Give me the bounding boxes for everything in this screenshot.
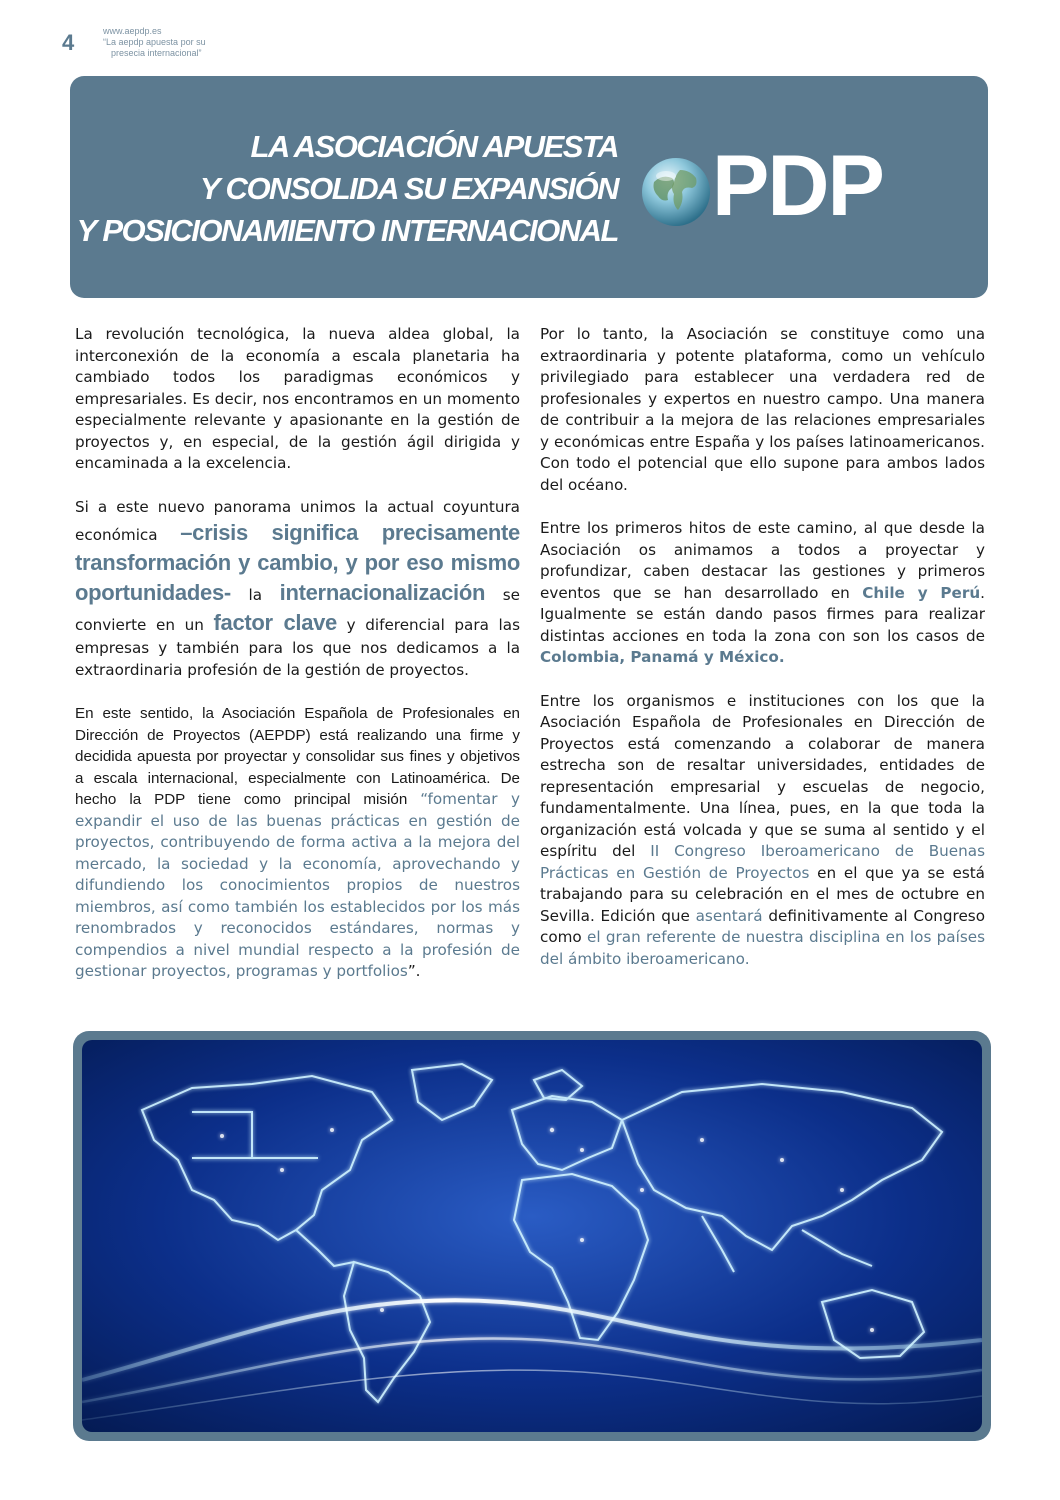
- text: y diferencial para las empresas y también para los que nos dedicamos a la extraordinaria profesión de la gestión de proyectos.: [75, 616, 520, 679]
- world-map-illustration: [82, 1040, 982, 1432]
- photo-frame: [73, 1031, 991, 1441]
- highlight-referente: el gran referente de nuestra disciplina en los países del ámbito iberoamericano.: [540, 928, 985, 968]
- header-meta: [103, 26, 206, 59]
- title-line-2: Y CONSOLIDA SU EXPANSIÓN: [199, 171, 618, 206]
- paragraph: [540, 518, 985, 669]
- highlight-congreso: II Congreso Iberoamericano de Buenas Prácticas en Gestión de Proyectos: [540, 842, 985, 882]
- world-network-image: [82, 1040, 982, 1432]
- text: la: [230, 586, 280, 604]
- left-column: [75, 324, 520, 1005]
- highlight-chile-peru: Chile y Perú: [862, 583, 981, 602]
- text: se convierte en un: [75, 586, 520, 634]
- text: ”.: [407, 962, 421, 980]
- page-number: 4: [62, 30, 75, 55]
- title-line-1: LA ASOCIACIÓN APUESTA: [250, 129, 618, 164]
- paragraph: La revolución tecnológica, la nueva aldea global, la interconexión de la economía a escala planetaria ha cambiado todos los paradigmas económicos y empresariales. Es decir, nos encontramos en un momento especialmente relevante y apasionante en la gestión de proyectos y, en especial, de la gestión ágil dirigida y encaminada a la excelencia.: [75, 325, 520, 472]
- highlight-internacionalizacion: internacionalización: [279, 580, 486, 605]
- site-url[interactable]: www.aepdp.es: [103, 26, 162, 36]
- highlight-countries: Colombia, Panamá y México.: [540, 648, 785, 666]
- title-line-3: Y POSICIONAMIENTO INTERNACIONAL: [76, 213, 618, 248]
- mission-quote: “fomentar y expandir el uso de las buenas prácticas en gestión de proyectos, contribuyendo de forma activa a la mejora del mercado, la sociedad y la economía, aprovechando y difundiendo los conocimientos propios de nuestros miembros, así como también los establecidos por los más renombrados y reconocidos estándares, normas y compendios a nivel mundial respecto a la profesión de gestionar proyectos, programas y portfolios: [75, 790, 520, 980]
- text: En este sentido, la Asociación Española de Profesionales en Dirección de Proyectos (AEPDP) está realizando una firme y decidida apuesta por proyectar y consolidar sus fines y objetivos a escala internacional, especialmente con Latinoamérica. De hecho la PDP tiene como principal misión: [75, 705, 520, 808]
- right-column: [540, 324, 985, 992]
- paragraph: [75, 497, 520, 682]
- paragraph: [75, 703, 520, 983]
- highlight-asentara: asentará: [695, 906, 763, 925]
- text: en el que ya se está trabajando para su celebración en el mes de octubre en Sevilla. Edición que: [540, 863, 985, 925]
- article-title: [77, 126, 618, 252]
- tagline-line1: “La aepdp apuesta por su: [103, 37, 206, 47]
- pdp-logo: PDP: [712, 138, 883, 234]
- tagline-line2: presecia internacional”: [111, 48, 202, 58]
- paragraph: Por lo tanto, la Asociación se constituye como una extraordinaria y potente plataforma, como un vehículo privilegiado para establecer una verdadera red de profesionales y expertos en nuestro campo. Una manera de contribuir a la mejora de las relaciones empresariales y económicas entre España y los países latinoamericanos. Con todo el potencial que ello supone para ambos lados del océano.: [540, 325, 985, 494]
- text: definitivamente al Congreso como: [540, 906, 985, 946]
- text: Entre los organismos e instituciones con los que la Asociación Española de Profesionales en Dirección de Proyectos está comenzando a colaborar de manera estrecha son de resaltar universidades, entidades de representación empresarial y escuelas de negocio, fundamentalmente. Una línea, pues, en la que toda la organización está volcada y que se suma al sentido y el espíritu del: [540, 691, 985, 860]
- text: Si a este nuevo panorama unimos la actual coyuntura económica: [75, 497, 520, 544]
- highlight-factor-clave: factor clave: [213, 610, 337, 635]
- text: Entre los primeros hitos de este camino, al que desde la Asociación os animamos a todos a proyectar y profundizar, caben destacar las gestiones y primeros eventos que se han desarrollado en: [540, 519, 985, 602]
- paragraph: [540, 691, 985, 971]
- globe-icon: [640, 156, 712, 228]
- highlight-crisis: –crisis significa precisamente transformación y cambio, y por eso mismo oportunidades-: [75, 520, 520, 605]
- title-banner: [70, 76, 988, 298]
- text: . Igualmente se están dando pasos firmes para realizar distintas acciones en toda la zona con son los casos de: [540, 583, 985, 645]
